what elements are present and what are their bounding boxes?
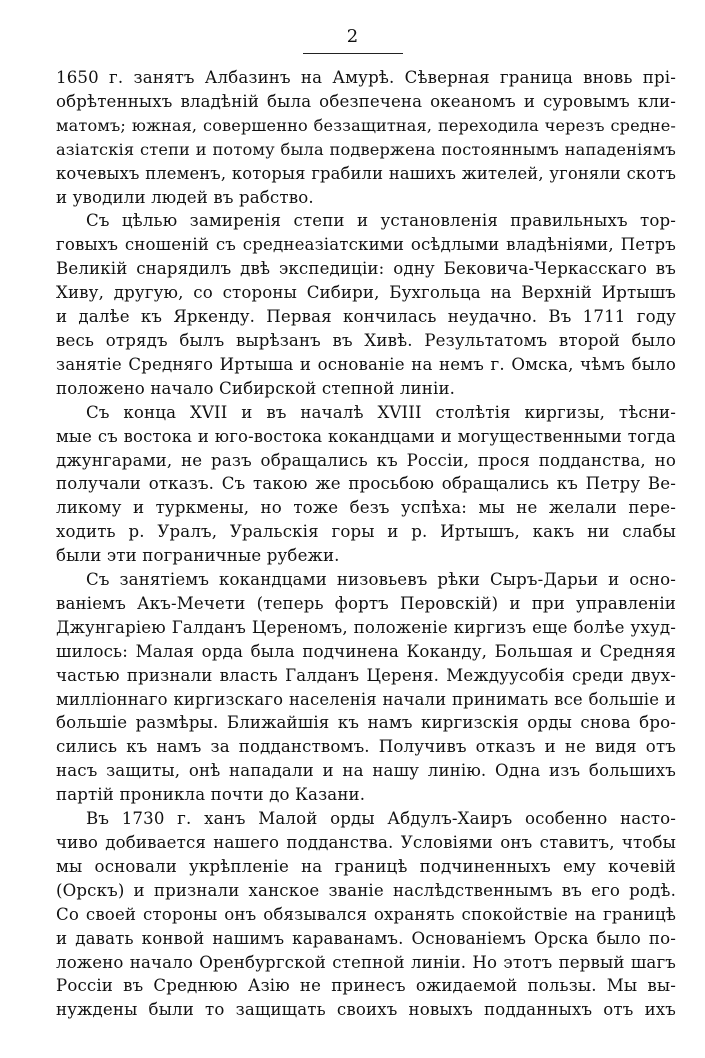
- text-line: и уводили людей въ рабство.: [56, 187, 314, 207]
- text-line: кочевыхъ племенъ, которыя грабили нашихъ жителей, угоняли скотъ: [56, 163, 676, 183]
- text-line: насъ защиты, онѣ нападали и на нашу линію. Одна изъ большихъ: [56, 761, 676, 781]
- text-line: весь отрядъ былъ вырѣзанъ въ Хивѣ. Результатомъ второй было: [56, 330, 676, 350]
- text-line: азіатскія степи и потому была подвержена постояннымъ нападеніямъ: [56, 139, 676, 159]
- text-line: Съ занятіемъ кокандцами низовьевъ рѣки Сыръ-Дарьи и осно-: [86, 570, 676, 590]
- paragraph-2: [56, 209, 676, 400]
- text-line: Съ цѣлью замиренія степи и установленія правильныхъ тор-: [86, 211, 676, 231]
- text-line: положено начало Сибирской степной линіи.: [56, 378, 456, 398]
- page-header: [0, 22, 705, 62]
- text-line: Великій снарядилъ двѣ экспедиціи: одну Бековича-Черкасскаго въ: [56, 259, 676, 279]
- text-line: сились къ намъ за подданствомъ. Получивъ отказъ и не видя отъ: [56, 737, 676, 757]
- text-line: Со своей стороны онъ обязывался охранять спокойствіе на границѣ: [56, 904, 676, 924]
- text-line: Хиву, другую, со стороны Сибири, Бухгольца на Верхній Иртышъ: [56, 283, 676, 303]
- text-line: занятіе Средняго Иртыша и основаніе на немъ г. Омска, чѣмъ было: [56, 354, 676, 374]
- text-line: Съ конца XVII и въ началѣ XVIII столѣтія киргизы, тѣсни-: [86, 402, 676, 422]
- text-line: нуждены были то защищать своихъ новыхъ подданныхъ отъ ихъ: [56, 1000, 676, 1020]
- text-line: обрѣтенныхъ владѣній была обезпечена океаномъ и суровымъ кли-: [56, 91, 676, 111]
- paragraph-5: [56, 807, 676, 1022]
- text-line: и далѣе къ Яркенду. Первая кончилась неудачно. Въ 1711 году: [56, 307, 676, 327]
- text-line: (Орскъ) и признали ханское званіе наслѣдственнымъ въ его родѣ.: [56, 880, 676, 900]
- text-line: частью признали власть Галданъ Цереня. Междуусобія среди двух-: [56, 665, 676, 685]
- paragraph-1: [56, 66, 676, 209]
- text-line: матомъ; южная, совершенно беззащитная, переходила черезъ средне-: [56, 115, 676, 135]
- text-line: ложено начало Оренбургской степной линіи. Но этотъ первый шагъ: [56, 952, 676, 972]
- paragraph-3: [56, 401, 676, 568]
- paragraph-4: [56, 568, 676, 807]
- text-line: шилось: Малая орда была подчинена Коканду, Большая и Средняя: [56, 641, 676, 661]
- text-line: Джунгаріею Галданъ Цереномъ, положеніе киргизъ еще болѣе ухуд-: [56, 617, 676, 637]
- text-line: Россіи въ Среднюю Азію не принесъ ожидаемой пользы. Мы вы-: [56, 976, 676, 996]
- header-rule: [303, 53, 403, 54]
- text-line: ходить р. Уралъ, Уральскія горы и р. Иртышъ, какъ ни слабы: [56, 522, 676, 542]
- text-line: мые съ востока и юго-востока кокандцами и могущественными тогда: [56, 426, 676, 446]
- text-line: милліоннаго киргизскаго населенія начали принимать все большіе и: [56, 689, 676, 709]
- page-number: 2: [346, 26, 359, 47]
- body-text: [56, 66, 676, 1022]
- text-line: 1650 г. занятъ Албазинъ на Амурѣ. Сѣверная граница вновь прі-: [56, 68, 676, 87]
- text-line: Въ 1730 г. ханъ Малой орды Абдулъ-Хаиръ особенно насто-: [86, 809, 676, 829]
- text-line: ваніемъ Акъ-Мечети (теперь фортъ Перовскій) и при управленіи: [56, 593, 676, 613]
- text-line: мы основали укрѣпленіе на границѣ подчиненныхъ ему кочевій: [56, 856, 676, 876]
- text-line: говыхъ сношеній съ среднеазіатскими осѣдлыми владѣніями, Петръ: [56, 235, 676, 255]
- text-line: были эти пограничные рубежи.: [56, 546, 340, 566]
- text-line: получали отказъ. Съ такою же просьбою обращались къ Петру Ве-: [56, 474, 676, 494]
- text-line: и давать конвой нашимъ караванамъ. Основаніемъ Орска было по-: [56, 928, 676, 948]
- text-line: джунгарами, не разъ обращались къ Россіи, прося подданства, но: [56, 450, 676, 470]
- text-line: партій проникла почти до Казани.: [56, 785, 366, 805]
- text-line: ликому и туркмены, но тоже безъ успѣха: мы не желали пере-: [56, 498, 676, 518]
- text-line: большіе размѣры. Ближайшія къ намъ киргизскія орды снова бро-: [56, 713, 676, 733]
- text-line: чиво добивается нашего подданства. Условіями онъ ставитъ, чтобы: [56, 833, 676, 852]
